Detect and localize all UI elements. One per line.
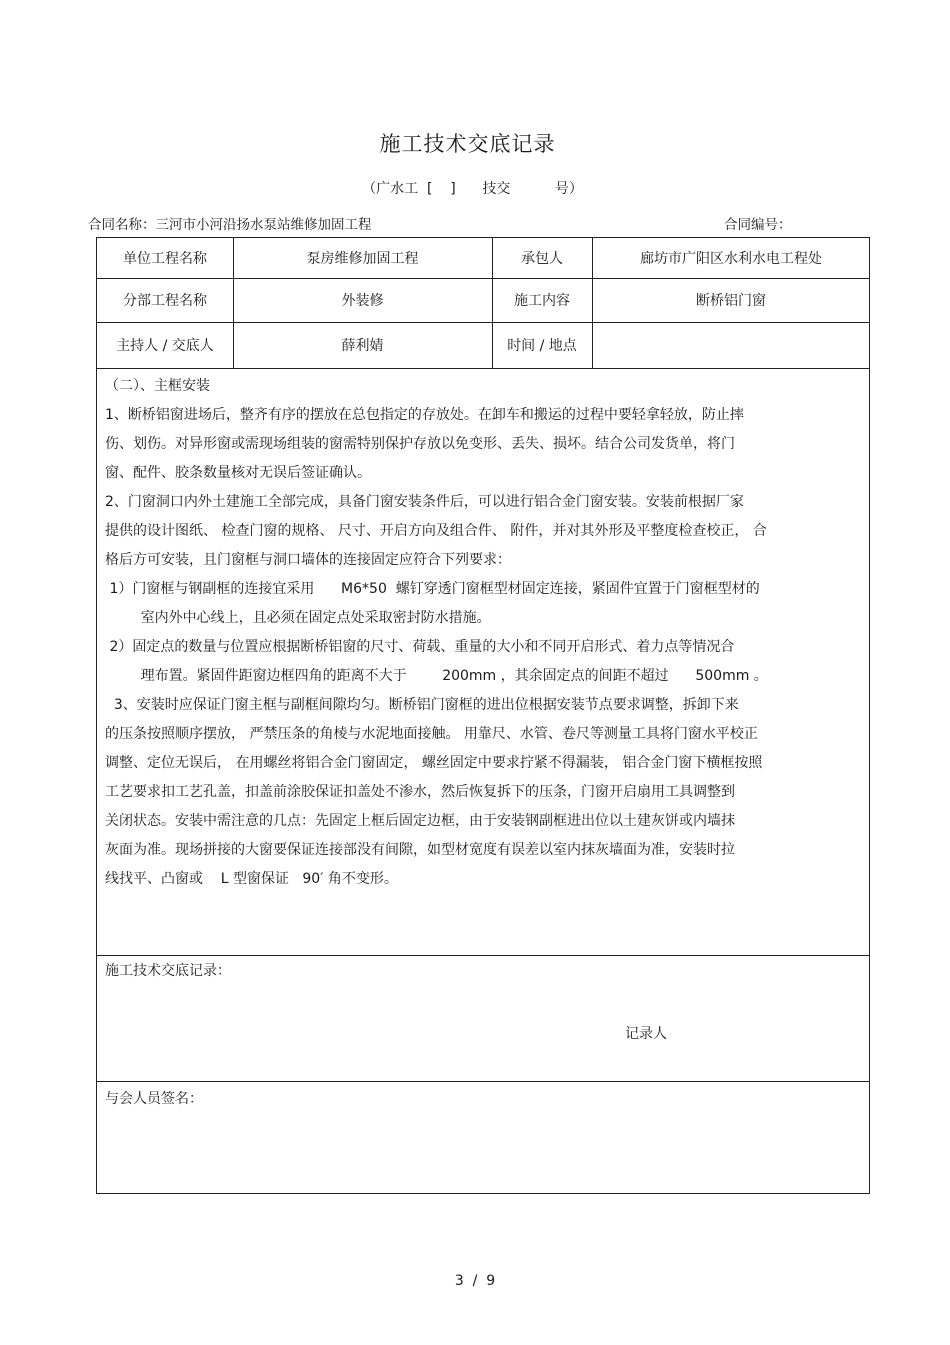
content-line: 1）门窗框与钢副框的连接宜采用 M6*50 螺钉穿透门窗框型材固定连接，紧固件宜置于门窗框型材的	[105, 581, 760, 597]
content-line: （二）、主框安装	[105, 378, 210, 394]
host-label: 主持人 / 交底人	[116, 338, 214, 354]
content-line: 理布置。紧固件距窗边框四角的距离不大于 200mm ，其余固定点的间距不超过 500mm 。	[105, 668, 768, 684]
unit-project-label: 单位工程名称	[123, 251, 207, 267]
disclosure-content	[105, 372, 865, 894]
time-location-label: 时间 / 地点	[507, 338, 577, 354]
signature-section-label: 与会人员签名：	[105, 1091, 203, 1107]
content-line: 1、断桥铝窗进场后，整齐有序的摆放在总包指定的存放处。在卸车和搬运的过程中要轻拿轻放，防止摔	[105, 407, 744, 423]
document-number: （广水工 [ ] 技交 号）	[362, 181, 583, 197]
contractor-value: 廊坊市广阳区水利水电工程处	[640, 251, 822, 267]
time-location-value	[592, 322, 870, 368]
content-line: 灰面为准。现场拼接的大窗要保证连接部没有间隙，如型材宽度有误差以室内抹灰墙面为准，安装时拉	[105, 842, 735, 858]
content-line: 提供的设计图纸、 检查门窗的规格、 尺寸、开启方向及组合件、 附件，并对其外形及平整度检查校正， 合	[105, 523, 767, 539]
content-line: 工艺要求扣工艺孔盖，扣盖前涂胶保证扣盖处不渗水，然后恢复拆下的压条，门窗开启扇用工具调整到	[105, 784, 735, 800]
contract-number: 合同编号：	[724, 217, 792, 233]
construction-content-label: 施工内容	[514, 293, 570, 309]
unit-project-value: 泵房维修加固工程	[306, 251, 419, 267]
construction-content-value: 断桥铝门窗	[696, 293, 766, 309]
row-divider	[97, 368, 869, 369]
content-line: 关闭状态。安装中需注意的几点：先固定上框后固定边框，由于安装钢副框进出位以土建灰饼或内墙抹	[105, 813, 735, 829]
disclosure-record-table	[96, 237, 870, 1194]
content-line: 调整、定位无误后， 在用螺丝将铝合金门窗固定， 螺丝固定中要求拧紧不得漏装， 铝合金门窗下横框按照	[105, 755, 763, 771]
content-line: 伤、划伤。对异形窗或需现场组装的窗需特别保护存放以免变形、丢失、损坏。结合公司发货单，将门	[105, 436, 735, 452]
record-section-label: 施工技术交底记录：	[105, 963, 231, 979]
content-line: 3、安装时应保证门窗主框与副框间隙均匀。断桥铝门窗框的进出位根据安装节点要求调整，拆卸下来	[105, 697, 739, 713]
row-divider	[97, 1081, 869, 1082]
row-divider	[97, 955, 869, 956]
content-line: 格后方可安装，且门窗框与洞口墙体的连接固定应符合下列要求：	[105, 552, 511, 568]
host-value: 薛利婧	[341, 338, 384, 354]
sub-project-value: 外装修	[341, 293, 384, 309]
document-title: 施工技术交底记录	[379, 132, 556, 156]
content-line: 室内外中心线上，且必须在固定点处采取密封防水措施。	[105, 610, 491, 626]
content-line: 线找平、凸窗或 L 型窗保证 90′ 角不变形。	[105, 871, 398, 887]
page-number: 3 / 9	[454, 1273, 496, 1289]
content-line: 的压条按照顺序摆放， 严禁压条的角棱与水泥地面接触。 用靠尺、水管、卷尺等测量工具将门窗水平校正	[105, 726, 758, 742]
content-line: 2、门窗洞口内外土建施工全部完成，具备门窗安装条件后，可以进行铝合金门窗安装。安装前根据厂家	[105, 494, 744, 510]
contractor-label: 承包人	[521, 251, 563, 267]
recorder-label: 记录人	[625, 1026, 667, 1042]
contract-name: 合同名称：三河市小河沿扬水泵站维修加固工程	[88, 217, 372, 233]
content-line: 窗、配件、胶条数量核对无误后签证确认。	[105, 465, 371, 481]
content-line: 2）固定点的数量与位置应根据断桥铝窗的尺寸、荷载、重量的大小和不同开启形式、着力点等情况合	[105, 639, 735, 655]
sub-project-label: 分部工程名称	[123, 293, 207, 309]
